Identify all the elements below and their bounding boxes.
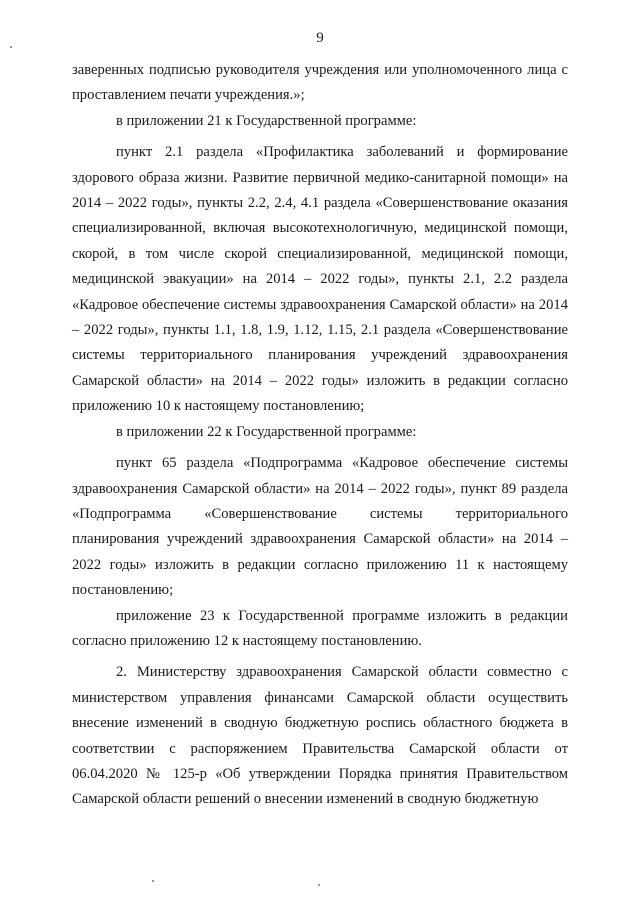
- paragraph-annex-21-heading: в приложении 21 к Государственной программе:: [116, 112, 417, 129]
- paragraph-annex-21-items: пункт 2.1 раздела «Профилактика заболеваний и формирование здорового образа жизни. Развитие первичной медико-санитарной помощи» на 2014 – 2022 годы», пункты 2.2, 2.4, 4.1 раздела «Совершенствование оказания специализированной, включая высокотехнологичную, медицинской помощи, скорой, в том числе скорой специализированной, медицинской помощи, медицинской эвакуации» на 2014 – 2022 годы», пункты 2.1, 2.2 раздела «Кадровое обеспечение системы здравоохранения Самарской области» на 2014 – 2022 годы», пункты 1.1, 1.8, 1.9, 1.12, 1.15, 2.1 раздела «Совершенствование системы территориального планирования учреждений здравоохранения Самарской области» на 2014 – 2022 годы» изложить в редакции согласно приложению 10 к настоящему постановлению;: [72, 144, 568, 415]
- paragraph-continuation: заверенных подписью руководителя учреждения или уполномоченного лица с проставлением печати учреждения.»;: [72, 62, 568, 104]
- paragraph-item-2: 2. Министерству здравоохранения Самарской области совместно с министерством управления финансами Самарской области осуществить внесение изменений в сводную бюджетную роспись областного бюджета в соответствии с распоряжением Правительства Самарской области от 06.04.2020 № 125-р «Об утверждении Порядка принятия Правительством Самарской области решений о внесении изменений в сводную бюджетную: [72, 664, 568, 808]
- document-body: [72, 58, 568, 813]
- page-number: 9: [316, 30, 324, 46]
- scan-speck: [152, 880, 154, 882]
- paragraph-annex-23: приложение 23 к Государственной программе изложить в редакции согласно приложению 12 к настоящему постановлению.: [72, 607, 568, 649]
- scan-speck: [10, 46, 12, 48]
- paragraph-annex-22-items: пункт 65 раздела «Подпрограмма «Кадровое обеспечение системы здравоохранения Самарской области» на 2014 – 2022 годы», пункт 89 раздела «Подпрограмма «Совершенствование системы территориального планирования учреждений здравоохранения Самарской области» на 2014 – 2022 годы» изложить в редакции согласно приложению 11 к настоящему постановлению;: [72, 455, 568, 599]
- scan-speck: [318, 884, 320, 886]
- paragraph-annex-22-heading: в приложении 22 к Государственной программе:: [116, 423, 417, 440]
